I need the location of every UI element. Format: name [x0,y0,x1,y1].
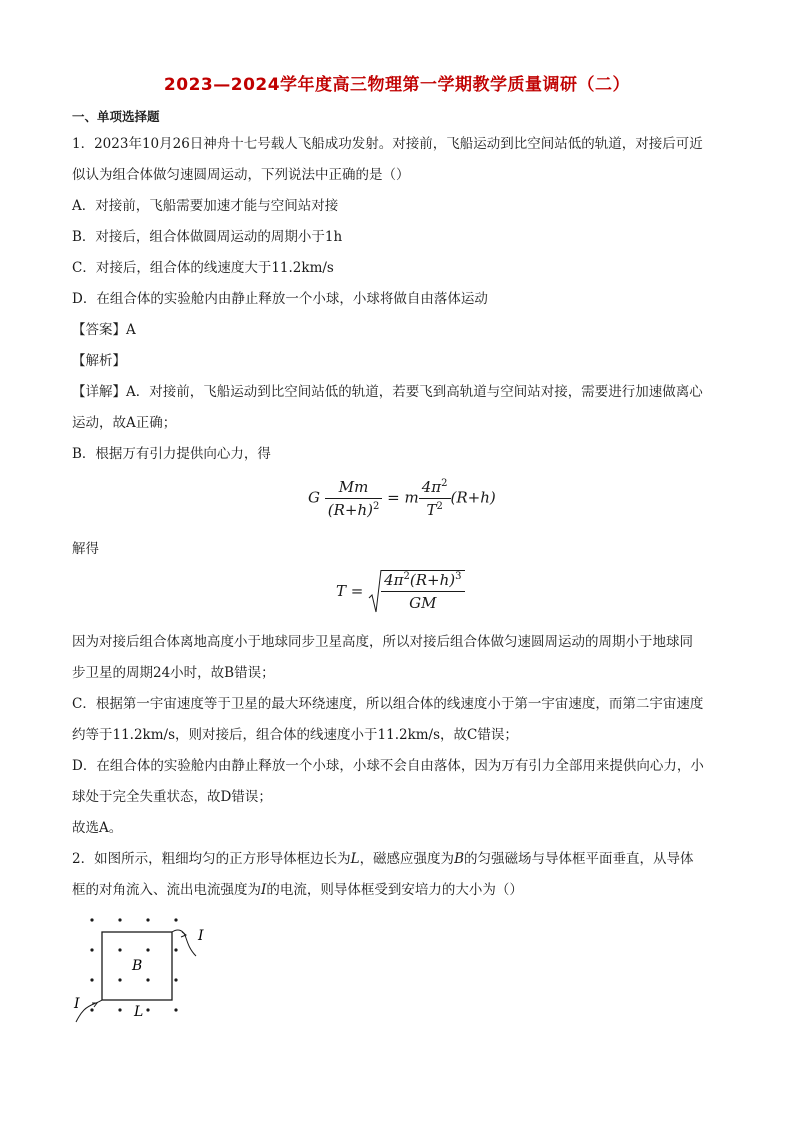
q1-answer: 【答案】A [72,322,136,338]
formula-m: m [404,488,419,507]
q1-c-line2: 约等于11.2km/s，则对接后，组合体的线速度小于11.2km/s，故C错误； [72,727,518,743]
q1-option-c: C．对接后，组合体的线速度大于11.2km/s [72,260,334,276]
q1-b-line2: 因为对接后组合体离地高度小于地球同步卫星高度，所以对接后组合体做匀速圆周运动的周期小于地球同 [72,634,693,650]
label-i-in: I [74,996,80,1012]
q1-stem-line1: 1．2023年10月26日神舟十七号载人飞船成功发射。对接前，飞船运动到比空间站低的轨道，对接后可近 [72,136,703,152]
formula-g: G [308,488,320,507]
q1-option-a: A．对接前，飞船需要加速才能与空间站对接 [72,198,339,214]
q1-detail-line2: 运动，故A正确； [72,415,177,431]
formula-right-numerator: $4\pi^2$ [421,478,448,496]
magnetic-field-figure [70,910,220,1030]
label-i-out: I [198,928,204,944]
formula-period-denominator: GM [381,591,464,612]
q1-b-line: B．根据万有引力提供向心力，得 [72,446,271,462]
formula-equals: = [387,488,400,507]
formula-period-fraction [381,570,464,612]
formula-tail: (R+h) [450,488,496,507]
formula-period-lhs: T = [336,582,364,600]
formula-left-numerator: Mm [338,478,369,496]
q1-option-b: B．对接后，组合体做圆周运动的周期小于1h [72,229,343,245]
q1-option-d: D．在组合体的实验舱内由静止释放一个小球，小球将做自由落体运动 [72,291,488,307]
formula-left-fraction [325,478,383,519]
formula-right-fraction [419,478,451,519]
q1-d-line1: D．在组合体的实验舱内由静止释放一个小球，小球不会自由落体，因为万有引力全部用来提供向心力，小 [72,758,704,774]
q2-stem-line2: 框的对角流入、流出电流强度为I的电流，则导体框受到安培力的大小为（） [72,882,523,898]
formula-period-numerator: $4\pi^2(R+h)^3$ [384,571,462,589]
q1-c-line1: C．根据第一宇宙速度等于卫星的最大环绕速度，所以组合体的线速度小于第一宇宙速度，而第二宇宙速度 [72,696,704,712]
formula-gravitation [308,478,496,519]
current-in-wire [76,1000,102,1022]
page-title: 2023—2024学年度高三物理第一学期教学质量调研（二） [163,75,631,95]
section-heading: 一、单项选择题 [72,109,160,124]
q1-d-line2: 球处于完全失重状态，故D错误； [72,789,272,805]
q1-conclusion: 故选A。 [72,820,123,836]
formula-left-denominator: $(R+h)^2$ [325,498,383,519]
q2-stem-line1: 2．如图所示，粗细均匀的正方形导体框边长为L，磁感应强度为B的匀强磁场与导体框平面垂直，从导体 [72,851,694,867]
q1-solve-label: 解得 [72,541,99,557]
label-b: B [132,958,143,974]
sqrt-sign-icon [368,568,382,614]
formula-right-denominator: $T^2$ [419,498,451,519]
formula-period [336,568,465,614]
q1-b-line3: 步卫星的周期24小时，故B错误； [72,665,275,681]
label-l: L [134,1004,144,1020]
q1-analysis-heading: 【解析】 [72,353,126,369]
q1-detail-line1: 【详解】A．对接前，飞船运动到比空间站低的轨道，若要飞到高轨道与空间站对接，需要进行加速做离心 [72,384,703,400]
q1-stem-line2: 似认为组合体做匀速圆周运动，下列说法中正确的是（） [72,167,410,183]
